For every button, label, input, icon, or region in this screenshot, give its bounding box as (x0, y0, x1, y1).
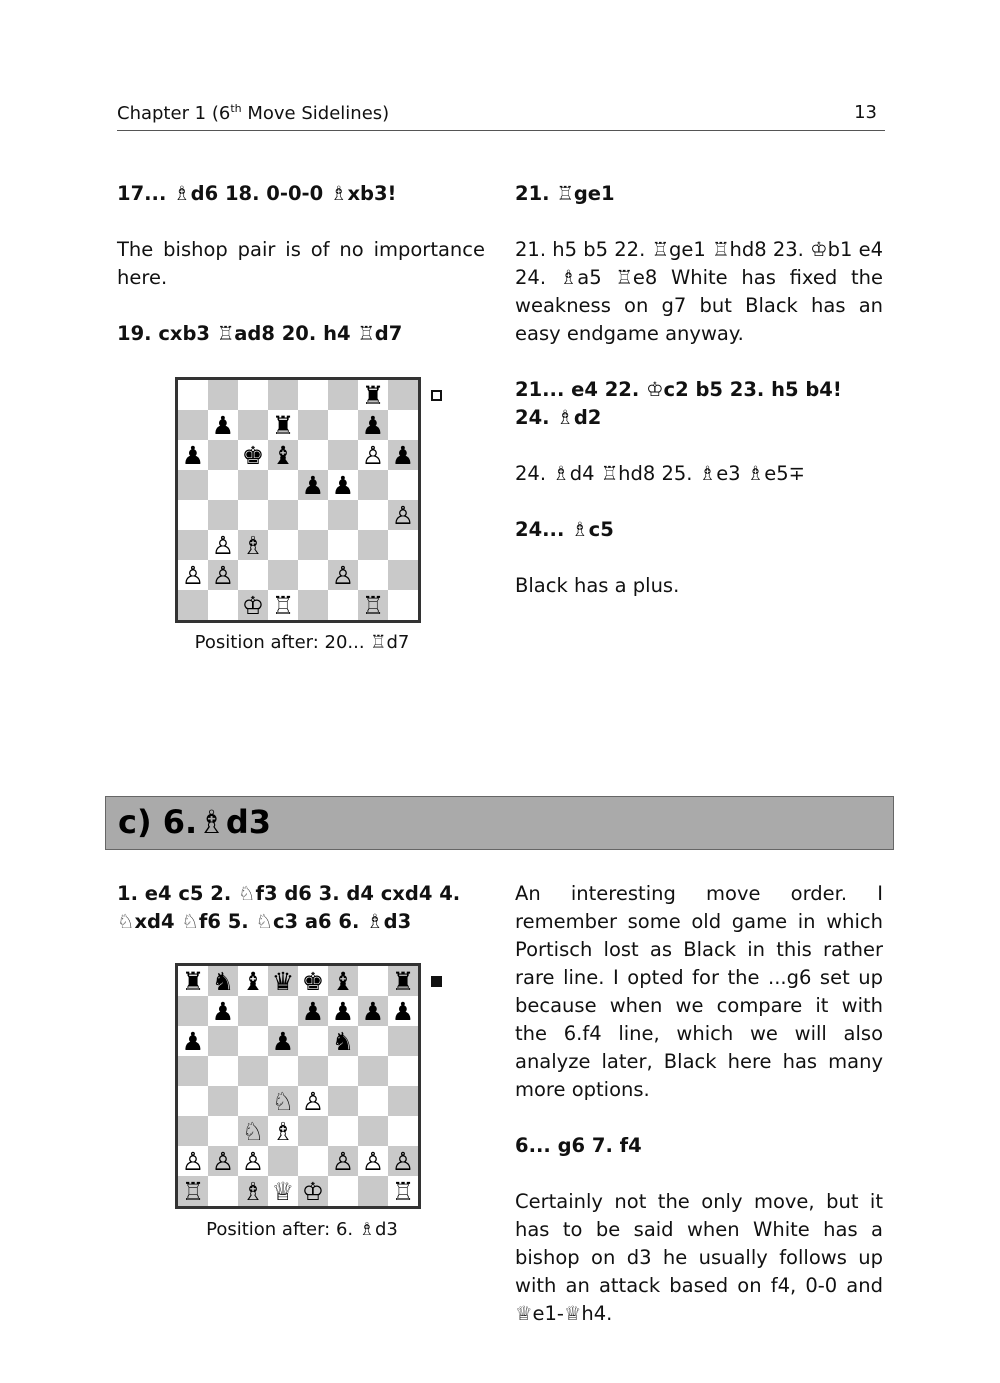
chess-piece-square: ♟ (391, 996, 415, 1026)
board-square (238, 1026, 268, 1056)
board-square (208, 380, 238, 410)
diagram-caption: Position after: 20... ♖d7 (194, 632, 410, 653)
chess-piece-square: ♔ (238, 590, 268, 620)
board-square (358, 470, 388, 500)
board-square (388, 1116, 418, 1146)
move-line: 21... e4 22. ♔c2 b5 23. h5 b4! 24. ♗d2 (515, 378, 842, 429)
chess-piece-square: ♙ (208, 1146, 238, 1176)
chess-piece-square: ♜ (388, 966, 418, 996)
board-square (238, 380, 268, 410)
board-square (268, 560, 298, 590)
left-column-bottom (117, 880, 485, 936)
right-column-bottom (515, 880, 883, 1328)
chess-piece-square: ♟ (331, 470, 355, 500)
board-square (358, 1176, 388, 1206)
board-square (328, 590, 358, 620)
board-square (268, 996, 298, 1026)
board-square (178, 996, 208, 1026)
board-square (328, 1056, 358, 1086)
board-square (358, 1026, 388, 1056)
board-square (268, 1056, 298, 1086)
chess-piece-square: ♝ (268, 440, 298, 470)
chess-piece-square: ♟ (181, 1026, 205, 1056)
move-line: 6... g6 7. f4 (515, 1134, 642, 1157)
chess-piece-square: ♟ (358, 996, 388, 1026)
annotation-text: An interesting move order. I remember some old game in which Portisch lost as Black in this rather rare line. I opted for the ...g6 set up because when we compare it with the 6.f4 line, which we will also analyze later, Black here has many more options. (515, 882, 883, 1101)
board-square (208, 1026, 238, 1056)
chess-piece-square: ♙ (388, 1146, 418, 1176)
chess-piece-square: ♟ (211, 996, 235, 1026)
board-square (178, 590, 208, 620)
chess-piece-square: ♕ (271, 1176, 295, 1206)
board-square (268, 380, 298, 410)
board-square (328, 410, 358, 440)
chess-diagram (175, 963, 421, 1209)
board-square (238, 1056, 268, 1086)
chess-piece-square: ♟ (358, 410, 388, 440)
board-square (328, 380, 358, 410)
board-square (208, 500, 238, 530)
board-square (178, 380, 208, 410)
board-square (268, 500, 298, 530)
board-square (388, 1086, 418, 1116)
chess-piece-square: ♙ (208, 560, 238, 590)
turn-indicator (431, 390, 442, 401)
board-square (358, 560, 388, 590)
board-square (358, 1116, 388, 1146)
board-square (238, 996, 268, 1026)
chess-piece-square: ♛ (268, 966, 298, 996)
chess-piece-square: ♞ (328, 1026, 358, 1056)
board-square (298, 560, 328, 590)
board-square (208, 1176, 238, 1206)
board-square (238, 560, 268, 590)
board-square (298, 1116, 328, 1146)
board-square (358, 500, 388, 530)
chess-piece-square: ♜ (361, 380, 385, 410)
board-square (208, 590, 238, 620)
chess-piece-square: ♟ (298, 470, 328, 500)
chess-piece-square: ♙ (328, 560, 358, 590)
page-number: 13 (854, 102, 877, 123)
chess-piece-square: ♙ (361, 1146, 385, 1176)
board-square (208, 440, 238, 470)
chess-piece-square: ♙ (211, 530, 235, 560)
chess-piece-square: ♙ (388, 500, 418, 530)
annotation-text: 24. ♗d4 ♖hd8 25. ♗e3 ♗e5∓ (515, 462, 806, 485)
turn-indicator (431, 976, 442, 987)
chess-piece-square: ♘ (268, 1086, 298, 1116)
board-square (328, 530, 358, 560)
chess-piece-square: ♗ (238, 530, 268, 560)
board-square (358, 1056, 388, 1086)
move-line: 21. ♖ge1 (515, 182, 615, 205)
chess-piece-square: ♗ (271, 1116, 295, 1146)
board-square (388, 410, 418, 440)
chess-piece-square: ♙ (301, 1086, 325, 1116)
board-square (208, 1086, 238, 1116)
chess-piece-square: ♔ (298, 1176, 328, 1206)
section-heading (105, 796, 894, 850)
chess-piece-square: ♙ (181, 560, 205, 590)
board-square (208, 1116, 238, 1146)
chess-piece-square: ♟ (388, 440, 418, 470)
chess-piece-square: ♞ (208, 966, 238, 996)
board-square (238, 410, 268, 440)
board-square (358, 966, 388, 996)
chess-piece-square: ♙ (241, 1146, 265, 1176)
board-square (358, 1086, 388, 1116)
board-square (178, 410, 208, 440)
board-square (238, 500, 268, 530)
board-square (178, 530, 208, 560)
board-square (298, 410, 328, 440)
board-square (388, 470, 418, 500)
board-square (298, 500, 328, 530)
chess-piece-square: ♚ (241, 440, 265, 470)
chess-piece-square: ♝ (241, 966, 265, 996)
board-square (388, 560, 418, 590)
move-line: 17... ♗d6 18. 0-0-0 ♗xb3! (117, 182, 397, 205)
board-square (328, 500, 358, 530)
annotation-text: Certainly not the only move, but it has to be said when White has a bishop on d3 he usually follows up with an attack based on f4, 0-0 and ♕e1-♕h4. (515, 1190, 883, 1325)
chess-piece-square: ♟ (268, 1026, 298, 1056)
board-square (238, 1086, 268, 1116)
board-square (388, 530, 418, 560)
board-square (178, 470, 208, 500)
chess-board-grid (178, 380, 418, 620)
chess-piece-square: ♙ (361, 440, 385, 470)
chess-piece-square: ♖ (271, 590, 295, 620)
section-title: c) 6.♗d3 (118, 803, 272, 841)
diagram-caption: Position after: 6. ♗d3 (206, 1219, 398, 1240)
board-square (358, 530, 388, 560)
chess-piece-square: ♟ (211, 410, 235, 440)
board-square (178, 500, 208, 530)
board-square (328, 1116, 358, 1146)
board-square (178, 1086, 208, 1116)
board-square (328, 1176, 358, 1206)
chess-diagram (175, 377, 421, 623)
annotation-text: Black has a plus. (515, 574, 680, 597)
chess-board-grid (178, 966, 418, 1206)
page-header (117, 100, 885, 131)
chess-piece-square: ♖ (358, 590, 388, 620)
board-square (268, 470, 298, 500)
board-square (388, 1026, 418, 1056)
board-square (388, 380, 418, 410)
board-square (208, 1056, 238, 1086)
move-line: 19. cxb3 ♖ad8 20. h4 ♖d7 (117, 322, 403, 345)
chess-piece-square: ♜ (181, 966, 205, 996)
board-square (328, 1086, 358, 1116)
chess-piece-square: ♖ (391, 1176, 415, 1206)
chess-piece-square: ♘ (238, 1116, 268, 1146)
board-square (298, 1056, 328, 1086)
chess-piece-square: ♙ (181, 1146, 205, 1176)
board-square (298, 1026, 328, 1056)
chess-piece-square: ♗ (238, 1176, 268, 1206)
board-square (178, 1116, 208, 1146)
move-line: 24... ♗c5 (515, 518, 614, 541)
board-square (298, 440, 328, 470)
chess-piece-square: ♟ (331, 996, 355, 1026)
board-square (388, 590, 418, 620)
board-square (298, 380, 328, 410)
board-square (328, 440, 358, 470)
right-column-top (515, 180, 883, 600)
board-square (178, 1056, 208, 1086)
board-square (238, 470, 268, 500)
board-square (298, 530, 328, 560)
board-square (298, 1146, 328, 1176)
annotation-text: The bishop pair is of no importance here. (117, 238, 485, 289)
chess-piece-square: ♙ (328, 1146, 358, 1176)
chapter-title: Chapter 1 (6th Move Sidelines) (117, 102, 390, 124)
chess-piece-square: ♜ (271, 410, 295, 440)
board-square (268, 1146, 298, 1176)
annotation-text: 21. h5 b5 22. ♖ge1 ♖hd8 23. ♔b1 e4 24. ♗a5 ♖e8 White has fixed the weakness on g7 but Black has an easy endgame anyway. (515, 238, 883, 345)
move-line: 1. e4 c5 2. ♘f3 d6 3. d4 cxd4 4. ♘xd4 ♘f6 5. ♘c3 a6 6. ♗d3 (117, 882, 461, 933)
board-square (268, 530, 298, 560)
chess-piece-square: ♟ (181, 440, 205, 470)
chess-piece-square: ♚ (301, 966, 325, 996)
board-square (298, 590, 328, 620)
chess-piece-square: ♟ (298, 996, 328, 1026)
chess-piece-square: ♖ (178, 1176, 208, 1206)
left-column-top (117, 180, 485, 348)
board-square (388, 1056, 418, 1086)
board-square (208, 470, 238, 500)
chess-piece-square: ♝ (328, 966, 358, 996)
